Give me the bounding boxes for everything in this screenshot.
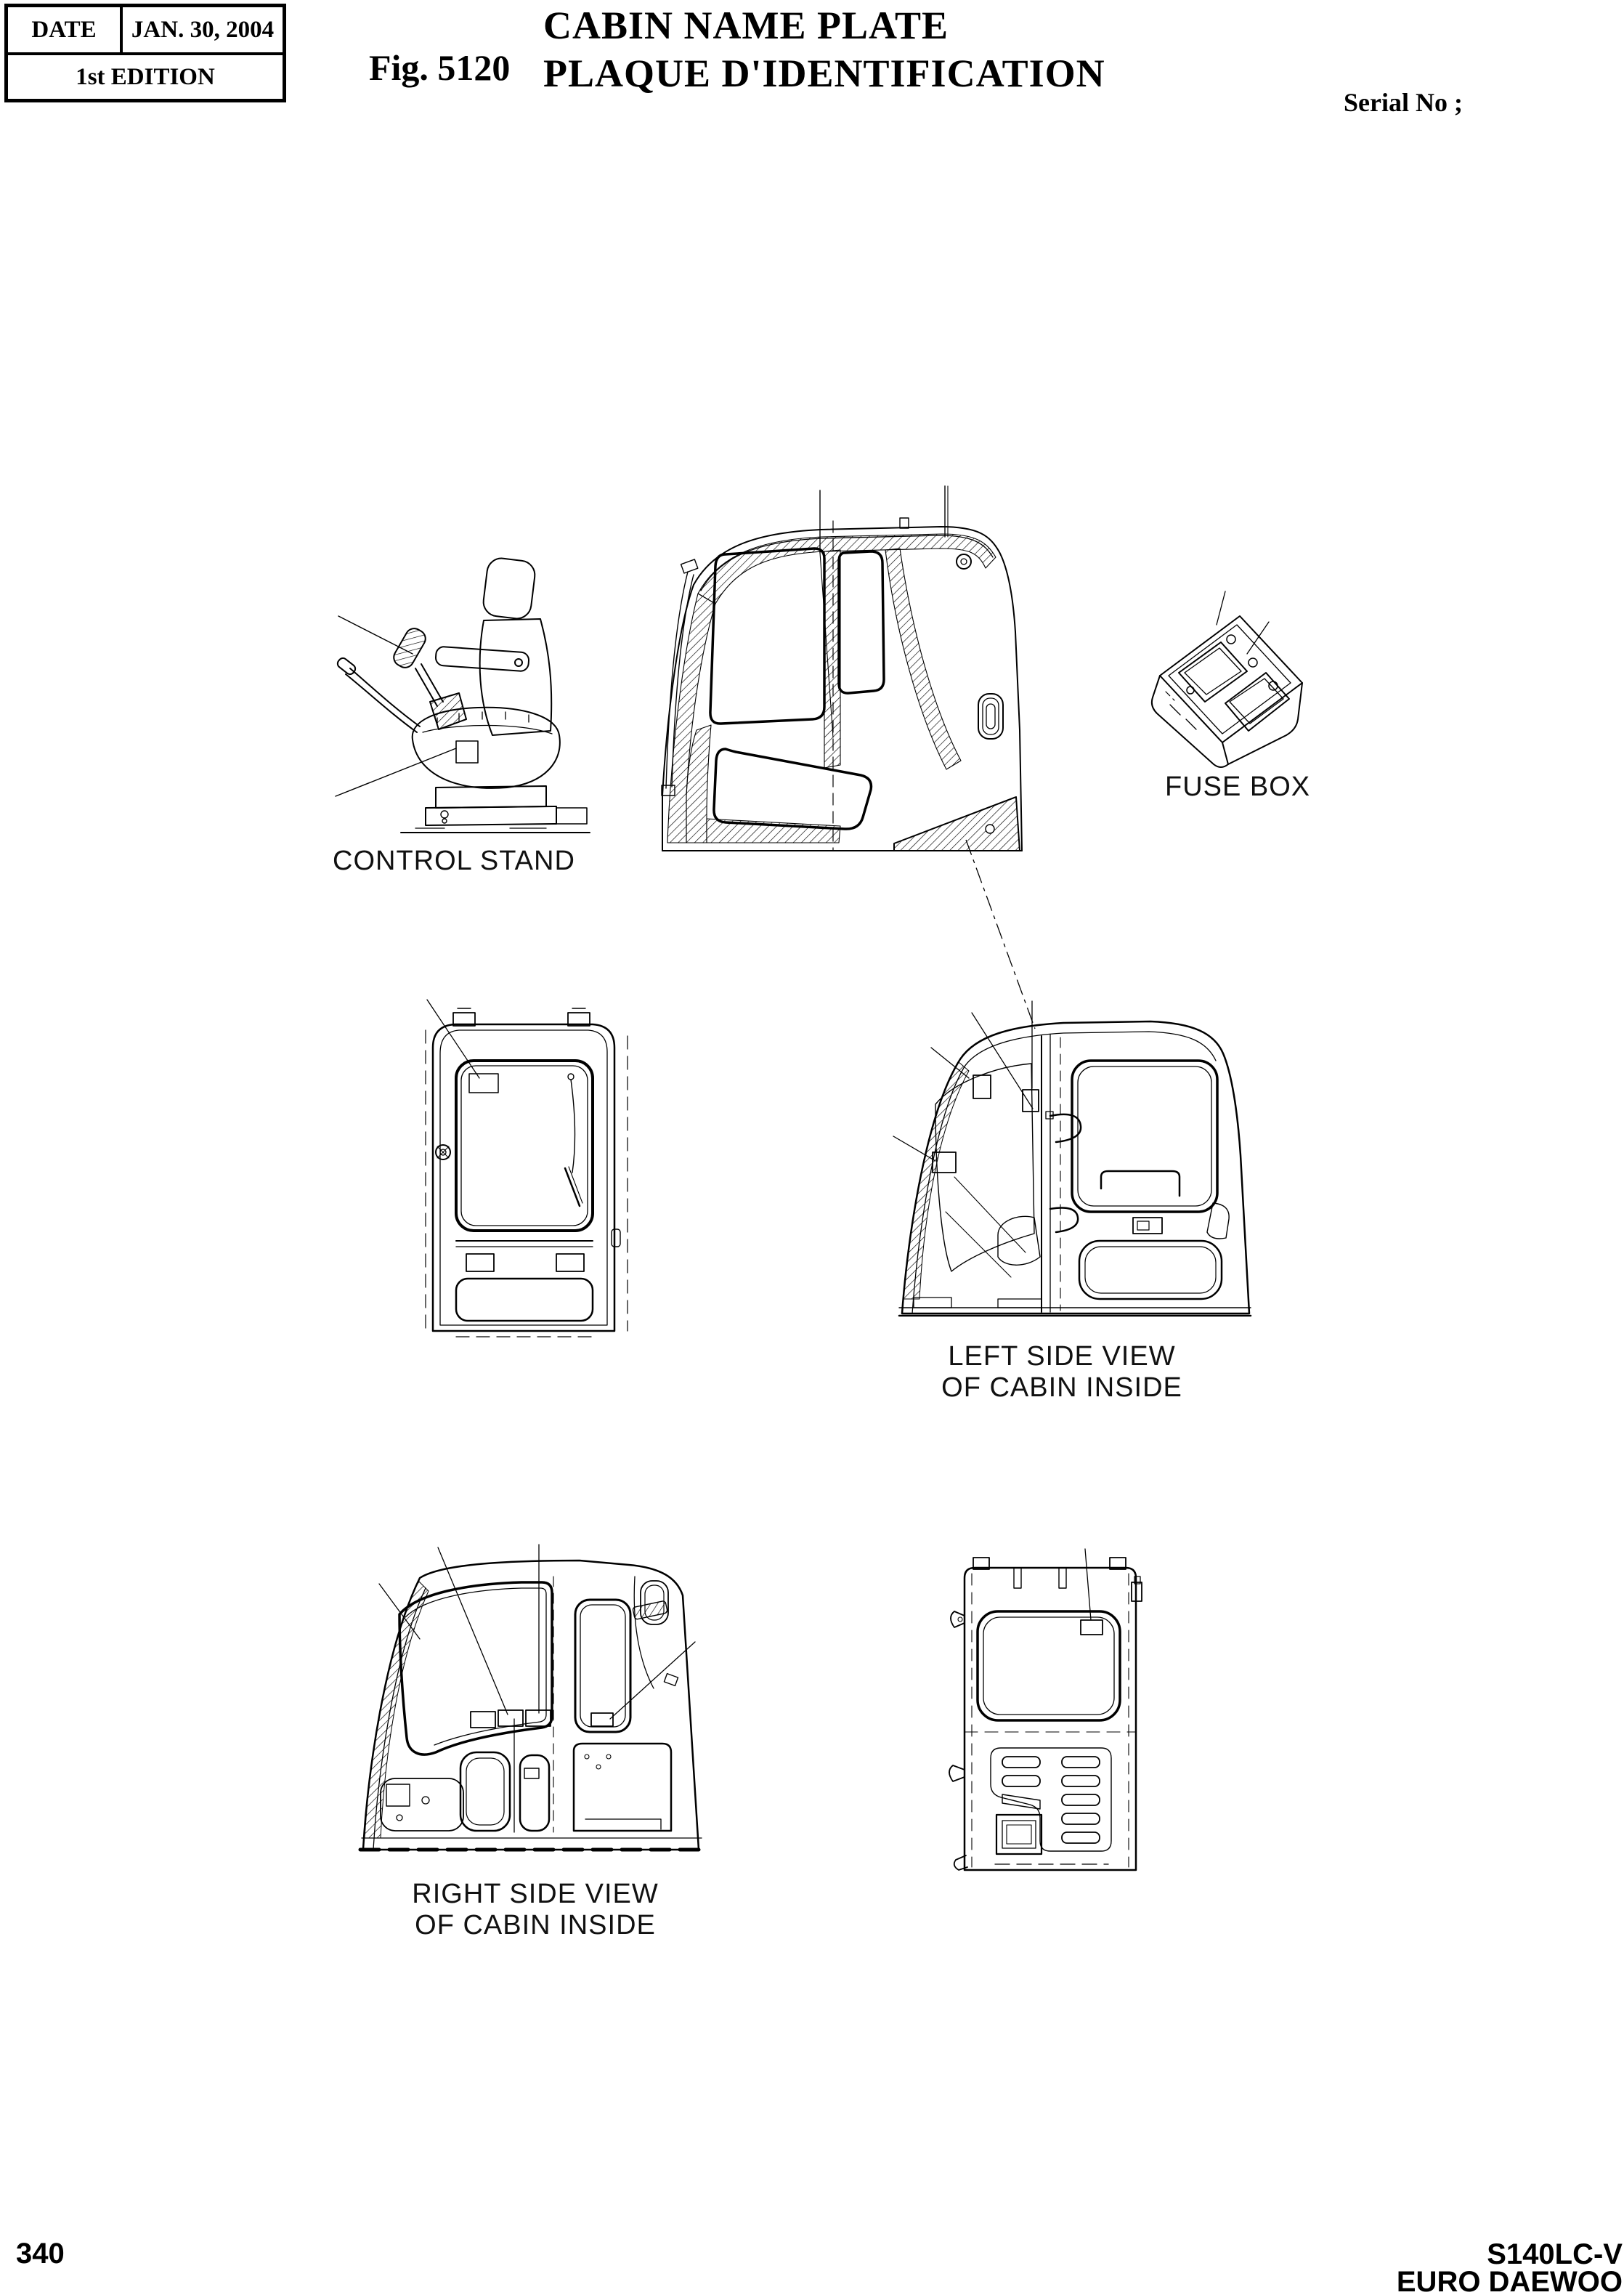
right-side-view-drawing bbox=[353, 1533, 723, 1882]
left-side-view-label-line2: OF CABIN INSIDE bbox=[941, 1372, 1182, 1403]
brand-name: EURO DAEWOO bbox=[1396, 2266, 1623, 2295]
right-side-view-label bbox=[405, 1879, 666, 1941]
page-number: 340 bbox=[16, 2238, 65, 2270]
left-side-view-drawing bbox=[888, 994, 1272, 1335]
left-side-view-label bbox=[931, 1341, 1193, 1404]
page-title bbox=[543, 1, 1105, 97]
page-title-fr: PLAQUE D'IDENTIFICATION bbox=[543, 52, 1105, 95]
date-value: JAN. 30, 2004 bbox=[131, 16, 275, 43]
footer-model-block bbox=[1396, 2238, 1623, 2295]
figure-number: Fig. 5120 bbox=[369, 47, 511, 88]
serial-no-label: Serial No ; bbox=[1344, 88, 1463, 117]
fuse-box-label: FUSE BOX bbox=[1165, 772, 1311, 802]
revision-table-row-date bbox=[8, 7, 283, 55]
model-code: S140LC-V bbox=[1487, 2238, 1623, 2270]
door-inside-view-drawing bbox=[421, 989, 639, 1345]
edition-cell: 1st EDITION bbox=[76, 64, 215, 90]
left-side-view-label-line1: LEFT SIDE VIEW bbox=[948, 1341, 1176, 1372]
control-stand-label: CONTROL STAND bbox=[333, 846, 575, 876]
right-side-view-label-line2: OF CABIN INSIDE bbox=[415, 1910, 656, 1940]
fuse-box-drawing bbox=[1144, 581, 1311, 770]
revision-table bbox=[4, 4, 286, 102]
rear-panel-view-drawing bbox=[944, 1545, 1162, 1886]
date-label: DATE bbox=[8, 7, 123, 52]
page-title-en: CABIN NAME PLATE bbox=[543, 4, 949, 47]
right-side-view-label-line1: RIGHT SIDE VIEW bbox=[412, 1879, 659, 1909]
